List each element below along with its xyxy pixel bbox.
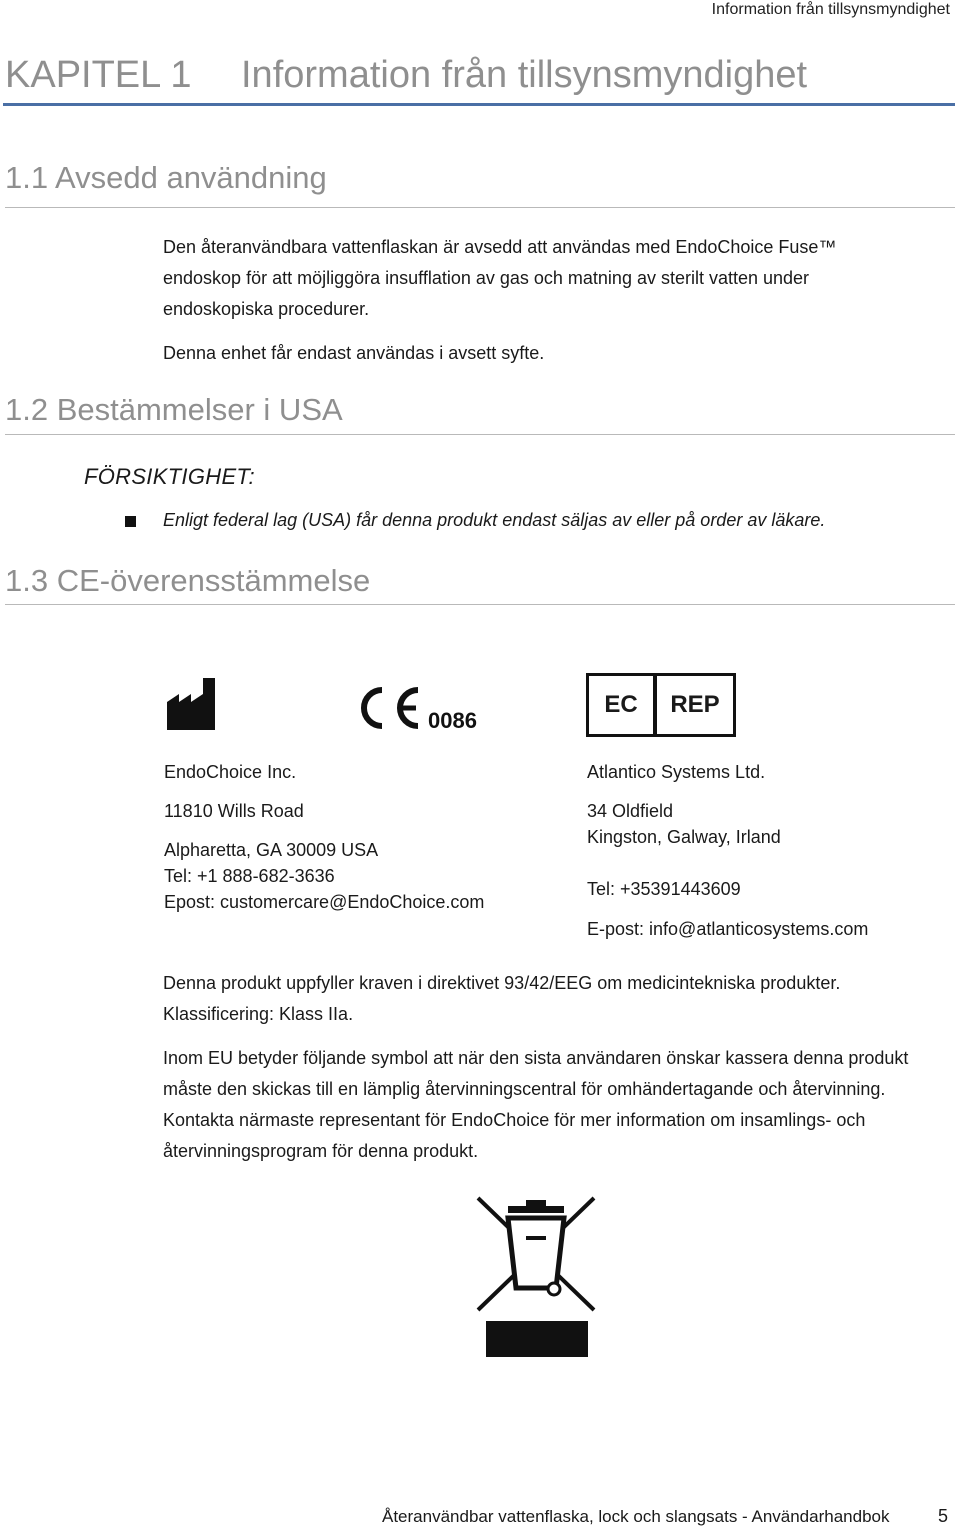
section-title-intended-use: 1.1 Avsedd användning <box>5 160 327 195</box>
ec-rep-phone: Tel: +35391443609 <box>587 879 741 899</box>
ec-rep-email: E-post: info@atlanticosystems.com <box>587 919 869 939</box>
intended-use-paragraph: Den återanvändbara vattenflaskan är avsedd att användas med EndoChoice Fuse™ endoskop för att möjliggöra insufflation av gas och matning av sterilt vatten under endoskopiska procedurer. <box>163 237 837 319</box>
running-header: Information från tillsynsmyndighet <box>711 1 950 18</box>
chapter-number: KAPITEL 1 <box>5 54 192 96</box>
ec-rep-right-label: REP <box>670 691 720 718</box>
chapter-name: Information från tillsynsmyndighet <box>241 54 808 96</box>
chapter-rule <box>3 103 955 106</box>
section-title-ce-conformity: 1.3 CE-överensstämmelse <box>5 563 371 598</box>
section-rule <box>5 604 955 605</box>
manufacturer-city: Alpharetta, GA 30009 USA <box>164 840 379 860</box>
ec-rep-street: 34 Oldfield <box>587 801 674 821</box>
caution-heading: FÖRSIKTIGHET: <box>84 464 255 489</box>
chapter-title <box>5 54 807 97</box>
footer-title: Återanvändbar vattenflaska, lock och slangsats - Användarhandbok <box>382 1507 890 1526</box>
manufacturer-email: Epost: customercare@EndoChoice.com <box>164 892 485 912</box>
manufacturer-phone: Tel: +1 888-682-3636 <box>164 866 335 886</box>
crossed-out-wheelie-bin-icon <box>474 1194 598 1360</box>
directive-paragraph: Denna produkt uppfyller kraven i direktivet 93/42/EEG om medicintekniska produkter. Klassificering: Klass IIa. <box>163 973 841 1024</box>
manufacturer-factory-icon <box>165 674 217 732</box>
ec-rep-name: Atlantico Systems Ltd. <box>587 762 766 782</box>
section-title-us-regulations: 1.2 Bestämmelser i USA <box>5 392 343 427</box>
caution-text: Enligt federal lag (USA) får denna produkt endast säljas av eller på order av läkare. <box>163 510 826 530</box>
section-rule <box>5 207 955 208</box>
ce-mark-icon <box>356 684 486 732</box>
ec-rep-left-label: EC <box>604 691 638 718</box>
bullet-square-icon <box>125 516 136 527</box>
ec-rep-city: Kingston, Galway, Irland <box>587 827 781 847</box>
ec-rep-icon <box>586 673 736 737</box>
weee-paragraph: Inom EU betyder följande symbol att när den sista användaren önskar kassera denna produkt måste den skickas till en lämplig återvinningscentral för omhändertagande och återvinning. Kontakta närmaste representant för EndoChoice för mer information om insamlings- och återvinningsprogram för denna produkt. <box>163 1048 909 1161</box>
manufacturer-street: 11810 Wills Road <box>164 801 304 821</box>
manufacturer-name: EndoChoice Inc. <box>164 762 297 782</box>
ce-notified-body-number: 0086 <box>428 708 477 732</box>
intended-use-note: Denna enhet får endast användas i avsett syfte. <box>163 343 545 363</box>
section-rule <box>5 434 955 435</box>
page-number: 5 <box>938 1506 949 1526</box>
